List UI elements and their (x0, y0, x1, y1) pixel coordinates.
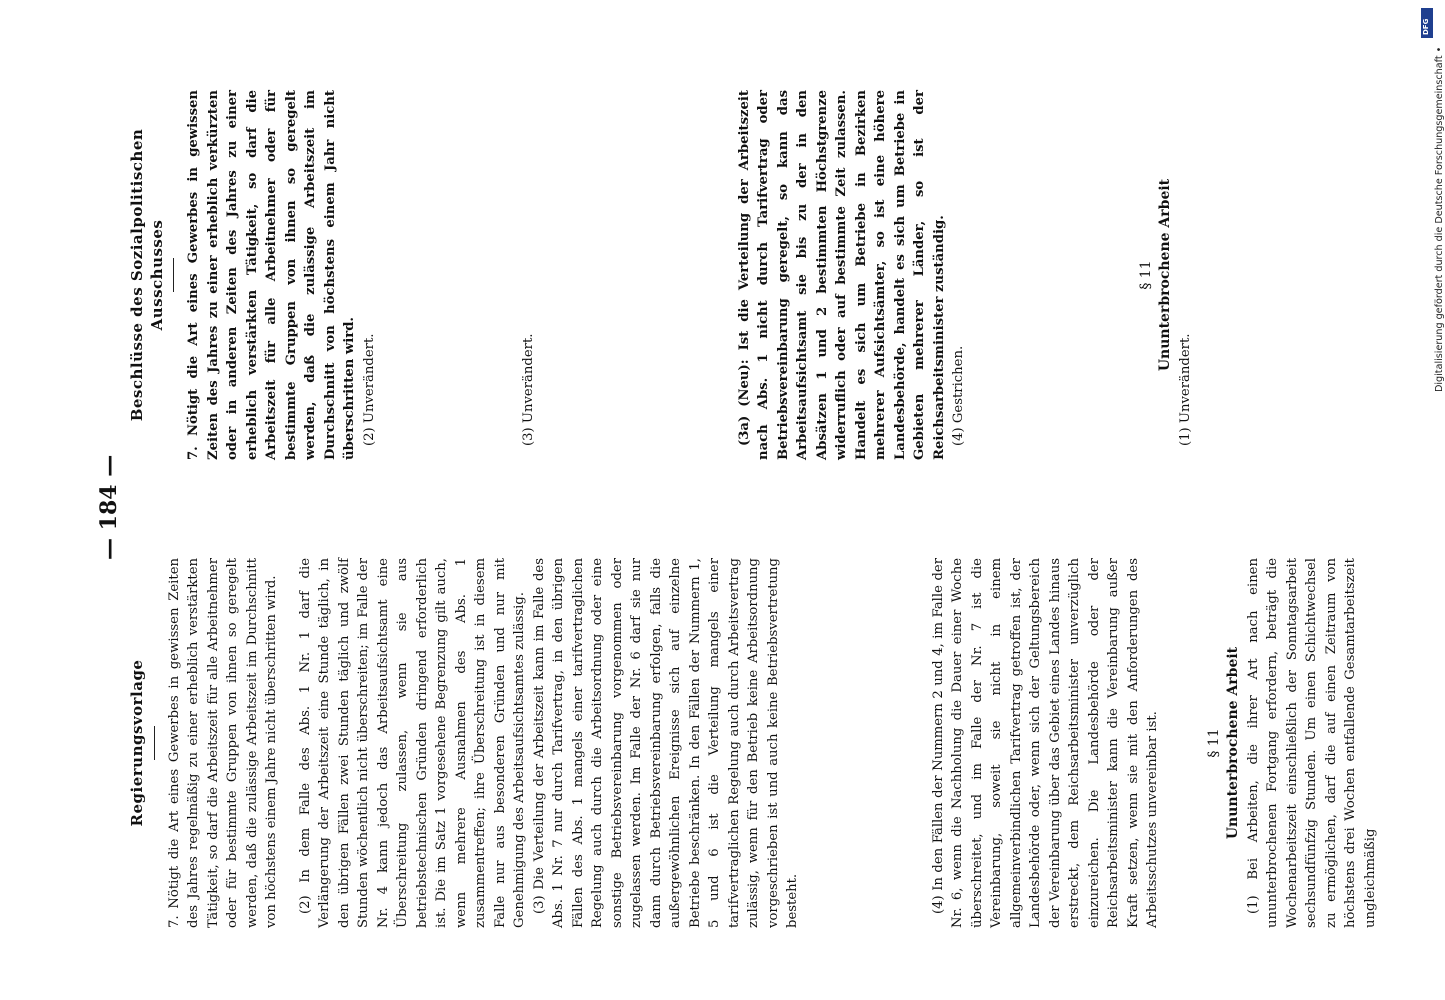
right-paragraph-2: (2) Unverändert. (361, 333, 377, 446)
left-section-title: Ununterbrochene Arbeit (1225, 646, 1241, 840)
right-paragraph-3a: (3a) (Neu): Ist die Verteilung der Arbeitszeit nach Abs. 1 nicht durch Tarifvertrag oder Betriebsvereinbarung geregelt, so kann das Arbeitsaufsichtsamt sie bis zu der in den Absätzen 1 und 2 bestimmten Höchstgrenze widerruflich oder auf bestimmte Zeit zulassen. Handelt es sich um Betriebe in Bezirken mehrerer Aufsichtsämter, so ist eine höhere Landesbehörde, handelt es sich um Betriebe in Gebieten mehrerer Länder, so ist der Reichsarbeitsminister zuständig. (736, 90, 947, 460)
right-paragraph-4: (4) Gestrichen. (951, 345, 966, 446)
dfg-logo (1421, 8, 1433, 38)
left-paragraph-11 (1244, 558, 1381, 928)
right-column-heading: Beschlüsse des Sozialpolitischen Ausschusses (128, 128, 166, 422)
right-paragraph-11: (1) Unverändert. (1177, 333, 1193, 446)
left-paragraph-3: (3) Die Verteilung der Arbeitszeit kann im Falle des Abs. 1 Nr. 7 nur durch Tarifvertrag, in den übrigen Fällen des Abs. 1 mangels einer tarifvertraglichen Regelung auch durch die Arbeitsordnung oder eine sonstige Betriebsvereinbarung vorgenommen oder zugelassen werden. Im Falle der Nr. 6 darf sie nur dann durch Betriebsvereinbarung erfolgen, falls die außergewöhnlichen Ereignisse sich auf einzelne Betriebe beschränken. In den Fällen der Nummern 1, 5 und 6 ist die Verteilung mangels einer tarifvertraglichen Regelung auch durch Arbeitsvertrag zulässig, wenn für den Betrieb keine Arbeitsordnung vorgeschrieben ist und auch keine Betriebsvertretung besteht. (531, 558, 800, 928)
left-column (128, 558, 1380, 928)
left-column-heading: Regierungsvorlage (128, 659, 146, 827)
digitization-credit: Digitalisierung gefördert durch die Deutsche Forschungsgemeinschaft • (1434, 46, 1445, 392)
dfg-logo-text: DFG (1422, 18, 1430, 35)
heading-rule (173, 258, 174, 292)
left-paragraph-2: (2) In dem Falle des Abs. 1 Nr. 1 darf die Verlängerung der Arbeitszeit eine Stunde täglich, in den übrigen Fällen zwei Stunden täglich und zwölf Stunden wöchentlich nicht überschreiten; im Falle der Nr. 4 kann jedoch das Arbeitsaufsichtsamt eine Überschreitung zulassen, wenn sie aus betriebstechnischen Gründen dringend erforderlich ist. Die im Satz 1 vorgesehene Begrenzung gilt auch, wenn mehrere Ausnahmen des Abs. 1 zusammentreffen; ihre Überschreitung ist in diesem Falle nur aus besonderen Gründen und nur mit Genehmigung des Arbeitsaufsichtsamtes zulässig. (297, 558, 527, 928)
heading-rule (154, 726, 155, 760)
right-section-sign: § 11 (1137, 260, 1154, 290)
right-paragraph-3: (3) Unverändert. (521, 333, 536, 446)
left-paragraph-7: 7. Nötigt die Art eines Gewerbes in gewissen Zeiten des Jahres regelmäßig zu einer erheblich verstärkten Tätigkeit, so darf die Arbeitszeit für alle Arbeitnehmer oder für bestimmte Gruppen von ihnen so geregelt werden, daß die zulässige Arbeitszeit im Durchschnitt von höchstens einem Jahre nicht überschritten wird. (166, 558, 279, 928)
left-paragraph-4: (4) In den Fällen der Nummern 2 und 4, im Falle der Nr. 6, wenn die Nachholung die Dauer einer Woche überschreitet, und im Falle der Nr. 7 ist die Vereinbarung, soweit sie nicht in einem allgemeinverbindlichen Tarifvertrag getroffen ist, der Landesbehörde oder, wenn sich der Geltungsbereich der Vereinbarung über das Gebiet eines Landes hinaus erstreckt, dem Reichsarbeitsminister unverzüglich einzureichen. Die Landesbehörde oder der Reichsarbeitsminister kann die Vereinbarung außer Kraft setzen, wenn sie mit den Anforderungen des Arbeitsschutzes unvereinbar ist. (930, 558, 1160, 928)
page-number: — 184 — (96, 454, 122, 560)
right-column (128, 90, 1195, 460)
left-section-sign: § 11 (1205, 728, 1222, 758)
right-section-title: Ununterbrochene Arbeit (1157, 178, 1173, 372)
right-paragraph-7: 7. Nötigt die Art eines Gewerbes in gewissen Zeiten des Jahres zu einer erheblich verkürzten oder in anderen Zeiten des Jahres zu einer erheblich verstärkten Tätigkeit, so darf die Arbeitszeit für alle Arbeitnehmer oder für bestimmte Gruppen von ihnen so geregelt werden, daß die zulässige Arbeitszeit im Durchschnitt von höchstens einem Jahr nicht überschritten wird. (186, 90, 357, 460)
left-paragraph-11-text: (1) Bei Arbeiten, die ihrer Art nach einen ununterbrochenen Fortgang erfordern, beträgt die Wochenarbeitszeit einschließlich der Sonntagsarbeit sechsundfünfzig Stunden. Um einen Schichtwechsel zu ermöglichen, darf die auf einen Zeitraum von höchstens drei Wochen entfallende Gesamtarbeitszeit ungleichmäßig (1245, 558, 1378, 928)
